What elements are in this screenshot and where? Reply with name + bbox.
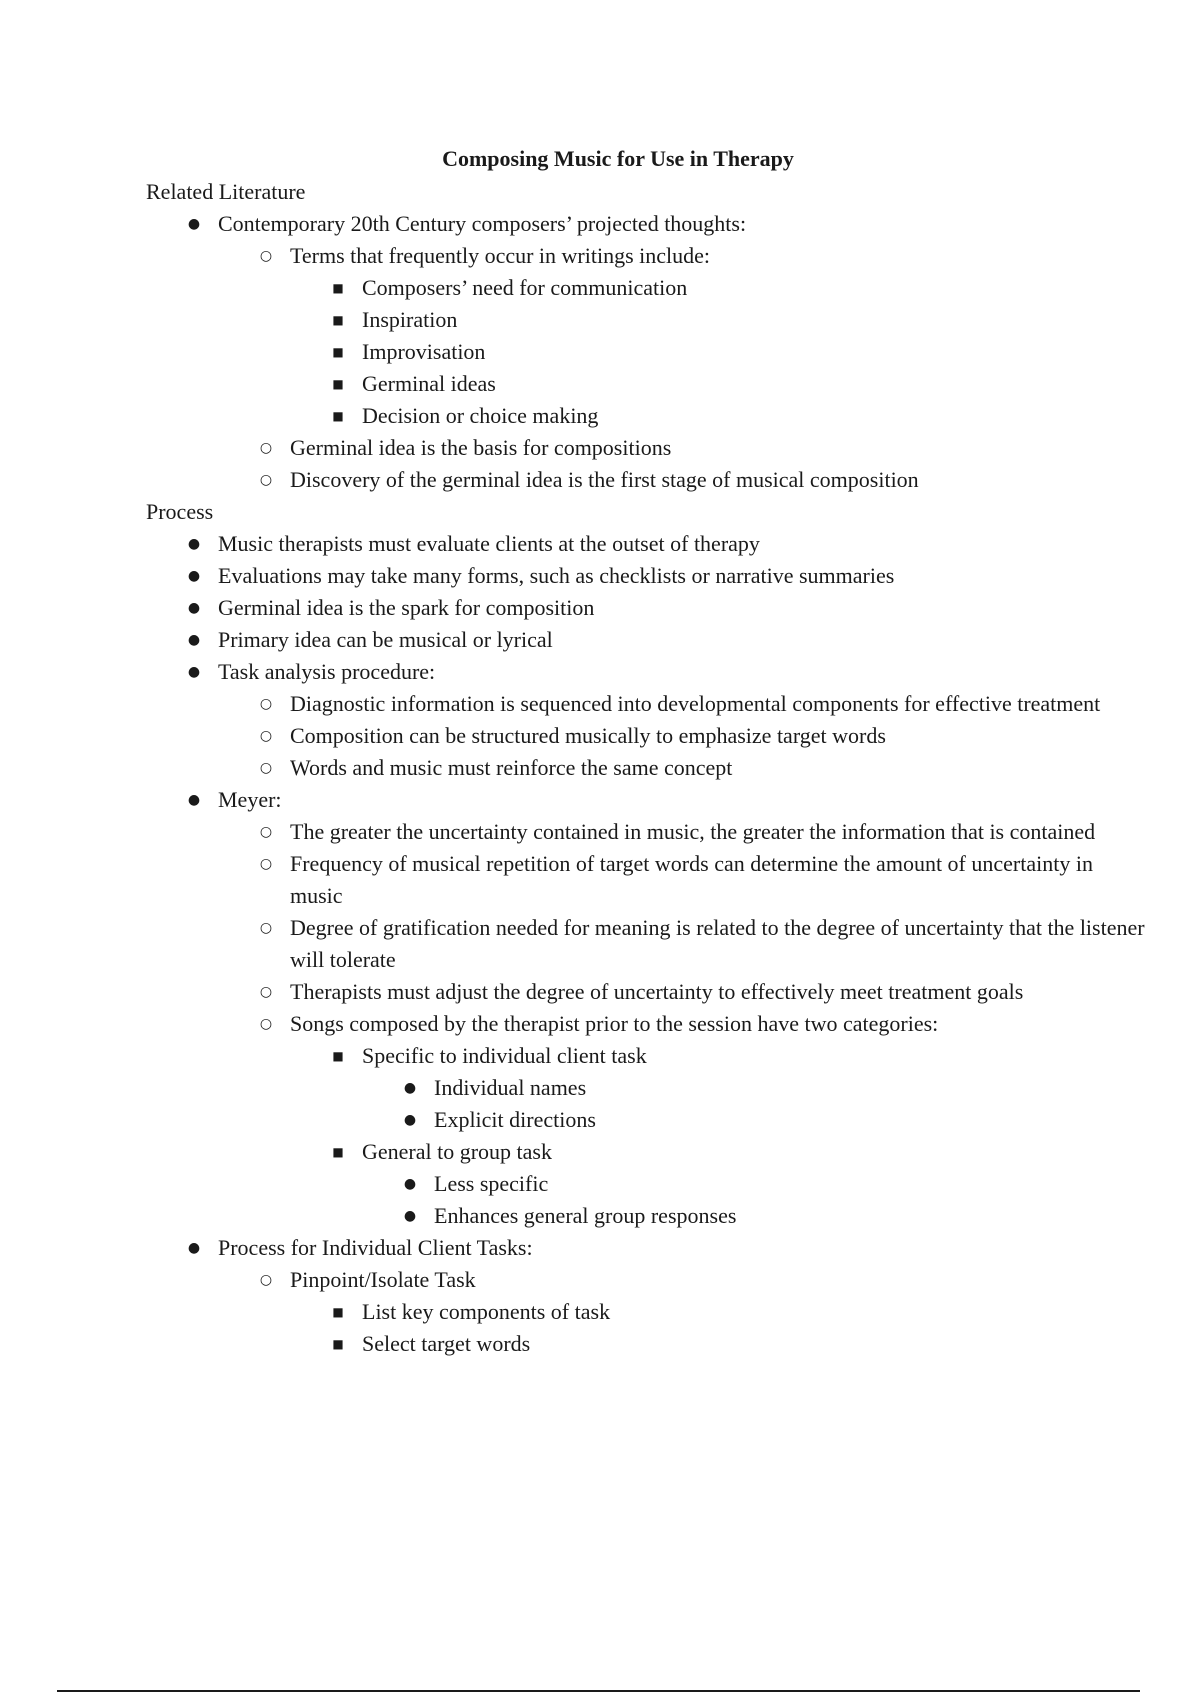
bullet-circle-icon: [256, 1008, 276, 1040]
bullet-square-icon: [328, 368, 348, 400]
bullet-square-icon: [328, 1328, 348, 1360]
section-heading-process: Process: [146, 499, 214, 524]
bullet-circle-icon: [256, 688, 276, 720]
bullet-disc-icon: [400, 1200, 420, 1232]
list-item: ■ Composers’ need for communication: [362, 272, 1146, 304]
bullet-circle-icon: [256, 752, 276, 784]
list-item: ○ Words and music must reinforce the same concept: [290, 752, 1146, 784]
bullet-disc-icon: [184, 1232, 204, 1264]
list-item: ● Process for Individual Client Tasks:: [218, 1232, 1146, 1264]
list-item: ○ The greater the uncertainty contained in music, the greater the information that is contained: [290, 816, 1146, 848]
list-item: ○ Terms that frequently occur in writings include:: [290, 240, 1146, 272]
list-item: ○ Germinal idea is the basis for compositions: [290, 432, 1146, 464]
bullet-square-icon: [328, 1136, 348, 1168]
list-item: ● Music therapists must evaluate clients at the outset of therapy: [218, 528, 1146, 560]
bullet-disc-icon: [400, 1104, 420, 1136]
list-item: ● Enhances general group responses: [434, 1200, 1146, 1232]
list-item: ■ Inspiration: [362, 304, 1146, 336]
list-item: ○ Degree of gratification needed for meaning is related to the degree of uncertainty that the listener will tolerate: [290, 912, 1146, 976]
list-item: ■ Decision or choice making: [362, 400, 1146, 432]
list-item: ○ Discovery of the germinal idea is the first stage of musical composition: [290, 464, 1146, 496]
bullet-circle-icon: [256, 240, 276, 272]
bullet-circle-icon: [256, 432, 276, 464]
list-item: ○ Therapists must adjust the degree of uncertainty to effectively meet treatment goals: [290, 976, 1146, 1008]
bullet-circle-icon: [256, 848, 276, 880]
bullet-disc-icon: [184, 624, 204, 656]
document-body: [146, 176, 1146, 1360]
list-item: ■ General to group task: [362, 1136, 1146, 1168]
list-item: ■ Germinal ideas: [362, 368, 1146, 400]
bullet-disc-icon: [184, 528, 204, 560]
list-item: ○ Songs composed by the therapist prior to the session have two categories:: [290, 1008, 1146, 1040]
list-item: ○ Composition can be structured musically to emphasize target words: [290, 720, 1146, 752]
list-item: ● Evaluations may take many forms, such as checklists or narrative summaries: [218, 560, 1146, 592]
bullet-disc-icon: [184, 592, 204, 624]
related-literature-list: [146, 208, 1146, 496]
list-item: ● Explicit directions: [434, 1104, 1146, 1136]
bullet-circle-icon: [256, 976, 276, 1008]
bullet-circle-icon: [256, 1264, 276, 1296]
list-item: ■ List key components of task: [362, 1296, 1146, 1328]
bullet-square-icon: [328, 272, 348, 304]
bullet-circle-icon: [256, 912, 276, 944]
process-list: [146, 528, 1146, 1360]
page-title: Composing Music for Use in Therapy: [442, 146, 794, 171]
bullet-square-icon: [328, 304, 348, 336]
list-item: ● Individual names: [434, 1072, 1146, 1104]
bullet-circle-icon: [256, 464, 276, 496]
bullet-disc-icon: [400, 1168, 420, 1200]
bullet-disc-icon: [184, 656, 204, 688]
bullet-disc-icon: [184, 784, 204, 816]
bullet-square-icon: [328, 336, 348, 368]
bullet-square-icon: [328, 1296, 348, 1328]
list-item: ○ Diagnostic information is sequenced into developmental components for effective treatment: [290, 688, 1146, 720]
list-item: ● Contemporary 20th Century composers’ projected thoughts:: [218, 208, 1146, 240]
bullet-circle-icon: [256, 720, 276, 752]
list-item: ○ Pinpoint/Isolate Task: [290, 1264, 1146, 1296]
bullet-disc-icon: [400, 1072, 420, 1104]
list-item: ● Task analysis procedure:: [218, 656, 1146, 688]
list-item: ■ Specific to individual client task: [362, 1040, 1146, 1072]
bullet-disc-icon: [184, 208, 204, 240]
list-item: ● Less specific: [434, 1168, 1146, 1200]
list-item: ● Primary idea can be musical or lyrical: [218, 624, 1146, 656]
section-heading-related-literature: Related Literature: [146, 179, 306, 204]
list-item: ○ Frequency of musical repetition of target words can determine the amount of uncertainty in music: [290, 848, 1146, 912]
list-item: ■ Improvisation: [362, 336, 1146, 368]
bullet-circle-icon: [256, 816, 276, 848]
bullet-disc-icon: [184, 560, 204, 592]
list-item: ● Germinal idea is the spark for composition: [218, 592, 1146, 624]
bullet-square-icon: [328, 1040, 348, 1072]
bullet-square-icon: [328, 400, 348, 432]
list-item: ■ Select target words: [362, 1328, 1146, 1360]
footer-rule: [57, 1690, 1140, 1692]
list-item: ● Meyer:: [218, 784, 1146, 816]
